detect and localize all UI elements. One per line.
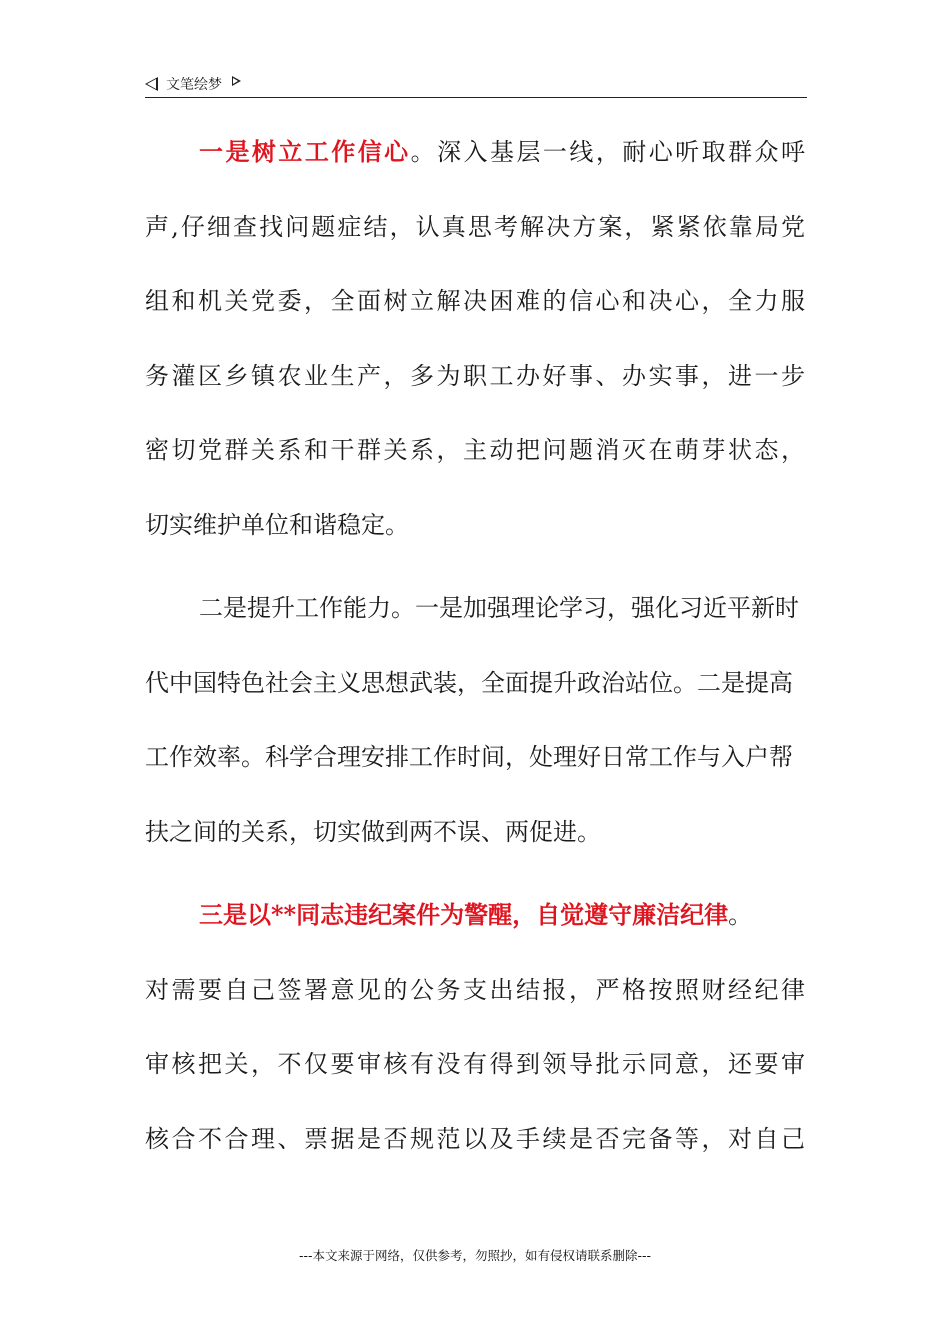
heading-integrity-discipline: 三是以**同志违纪案件为警醒，自觉遵守廉洁纪律 <box>199 900 729 929</box>
document-header <box>145 72 241 96</box>
paragraph-3-line-2: 对需要自己签署意见的公务支出结报，严格按照财经纪律 <box>145 975 805 1004</box>
footer-disclaimer: ---本文来源于网络，仅供参考，勿照抄，如有侵权请联系删除--- <box>298 1248 652 1263</box>
paragraph-3-line-3: 审核把关，不仅要审核有没有得到领导批示同意，还要审 <box>145 1050 805 1078</box>
paragraph-1-line-3: 组和机关党委，全面树立解决困难的信心和决心，全力服 <box>145 287 805 315</box>
paragraph-1-line-5: 密切党群关系和干群关系，主动把问题消灭在萌芽状态， <box>145 436 805 464</box>
heading-build-confidence: 一是树立工作信心 <box>199 137 411 166</box>
paragraph-1-line-4: 务灌区乡镇农业生产，多为职工办好事、办实事，进一步 <box>145 361 805 390</box>
triangle-left-icon <box>145 77 158 91</box>
paragraph-2-line-3: 工作效率。科学合理安排工作时间，处理好日常工作与入户帮 <box>145 743 793 771</box>
header-divider <box>145 97 807 98</box>
paragraph-3-line-4: 核合不合理、票据是否规范以及手续是否完备等，对自己 <box>145 1124 805 1153</box>
paragraph-2-line-1: 二是提升工作能力。一是加强理论学习，强化习近平新时 <box>199 594 799 622</box>
paragraph-3-line-1 <box>145 885 805 960</box>
paragraph-1-line-1 <box>145 122 805 197</box>
paragraph-2-line-2: 代中国特色社会主义思想武装，全面提升政治站位。二是提高 <box>145 668 793 697</box>
paragraph-text: 。深入基层一线，耐心听取群众呼 <box>410 138 805 166</box>
paragraph-1-line-2: 声,仔细查找问题症结，认真思考解决方案，紧紧依靠局党 <box>145 212 805 241</box>
header-title: 文笔绘梦 <box>166 77 222 93</box>
triangle-right-icon <box>232 76 241 86</box>
paragraph-1-line-6: 切实维护单位和谐稳定。 <box>145 510 409 539</box>
paragraph-2-line-4: 扶之间的关系，切实做到两不误、两促进。 <box>145 817 601 846</box>
document-body <box>145 122 805 1183</box>
paragraph-text: 。 <box>728 901 753 929</box>
